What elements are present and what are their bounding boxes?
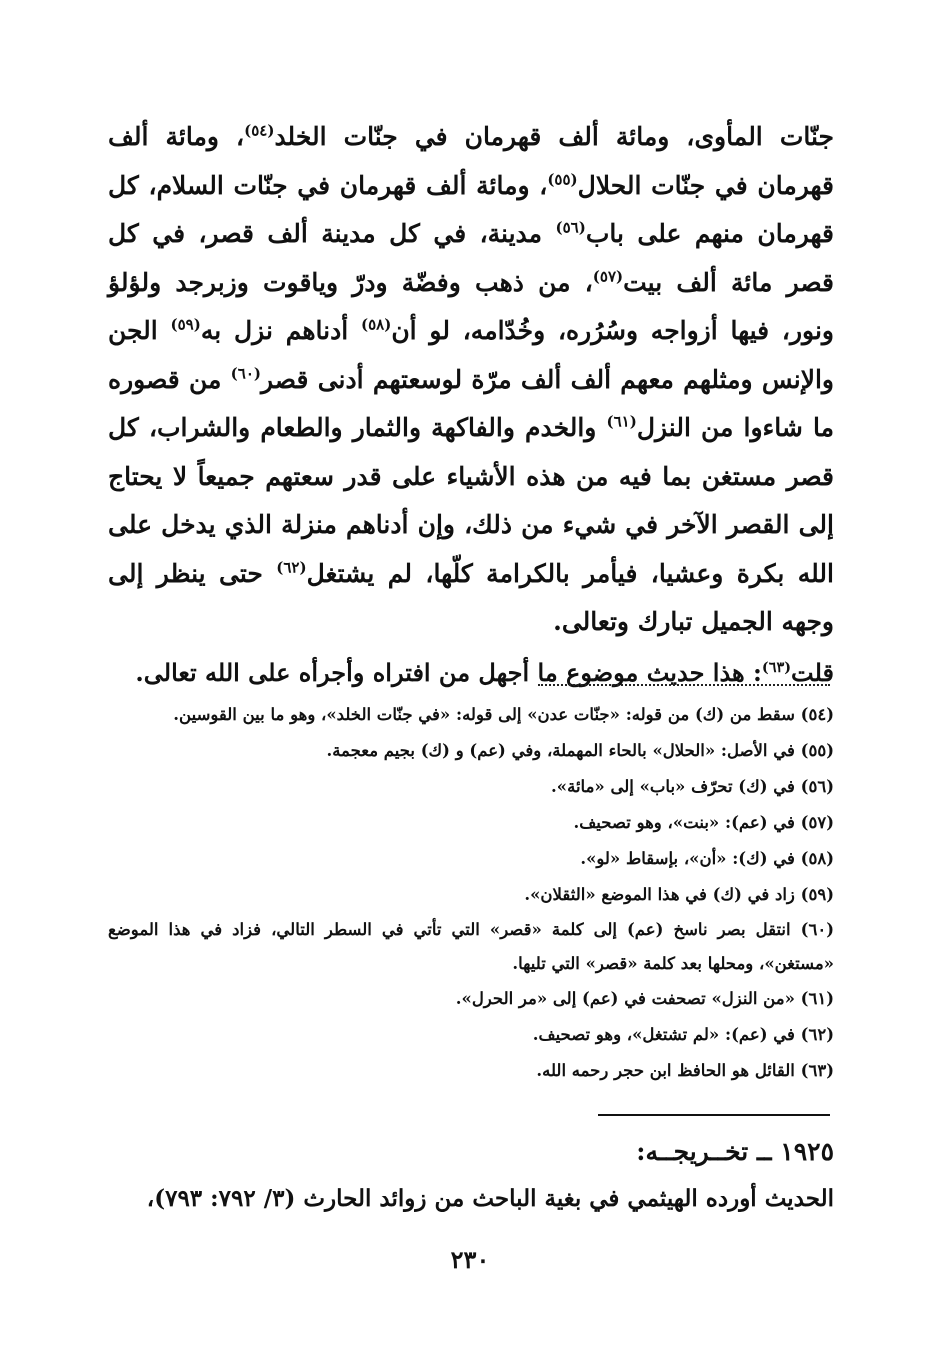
text-segment: ، ومائة ألف قهرمان في جنّات الحلال — [108, 122, 834, 200]
footnote-56: (٥٦) في (ك) تحرّف «باب» إلى «مائة». — [551, 777, 834, 796]
footnote-ref-62: (٦٢) — [276, 558, 307, 577]
takhrij-heading: ١٩٢٥ ــ تخــريجــه: — [636, 1137, 834, 1166]
author-comment-text: : هذا حديث موضوع ما أجهل من افتراه وأجرأه على الله تعالى. — [135, 657, 762, 687]
footnote-ref-55: (٥٥) — [547, 170, 578, 189]
footnote-59: (٥٩) زاد في (ك) في هذا الموضع «الثقلان». — [524, 885, 834, 904]
text-segment: مدينة، في كل مدينة ألف قصر، في كل قصر مائة ألف بيت — [108, 219, 834, 297]
footnote-ref-60: (٦٠) — [230, 364, 262, 383]
footnote-62: (٦٢) في (عم): «لم تشتغل»، وهو تصحيف. — [532, 1025, 834, 1044]
text-segment: والخدم والفاكهة والثمار والطعام والشراب، كل قصر مستغن بما فيه من هذه الأشياء على قدر سعتهم جميعاً لا يحتاج إلى القصر الآخر في شيء من ذلك، وإن أدناهم منزلة الذي يدخل على الله بكرة وعشيا، فيأمر بالكرامة كلّها، لم يشتغل — [108, 413, 834, 588]
text-segment: الجن والإنس ومثلهم معهم ألف ألف مرّة لوسعتهم أدنى قصر — [108, 316, 834, 394]
qult-word: قلت — [791, 657, 834, 687]
takhrij-text: الحديث أورده الهيثمي في بغية الباحث من زوائد الحارث (٣/ ٧٩٢: ٧٩٣)، — [146, 1185, 834, 1212]
footnote-separator-dotted — [538, 684, 830, 686]
page-number: ٢٣٠ — [450, 1245, 490, 1274]
footnote-ref-57: (٥٧) — [592, 267, 624, 286]
footnote-ref-59: (٥٩) — [170, 315, 201, 334]
section-separator-line — [598, 1114, 830, 1116]
text-segment: من قصوره ما شاءوا من النزل — [108, 364, 834, 442]
footnote-55: (٥٥) في الأصل: «الحلال» بالحاء المهملة، وفي (عم) و (ك) بجيم معجمة. — [326, 741, 834, 760]
footnote-ref-61: (٦١) — [606, 412, 637, 431]
footnote-63: (٦٣) القائل هو الحافظ ابن حجر رحمه الله. — [536, 1061, 834, 1080]
text-segment: أدناهم نزل به — [200, 316, 361, 345]
footnote-57: (٥٧) في (عم): «بنت»، وهو تصحيف. — [573, 813, 834, 832]
footnote-60: (٦٠) انتقل بصر ناسخ (عم) إلى كلمة «قصر» التي تأتي في السطر التالي، فزاد في هذا الموضع «مستغن»، ومحلها بعد كلمة «قصر» التي تليها. — [108, 920, 834, 973]
footnote-61: (٦١) «من النزل» تصحفت في (عم) إلى «مر الحرل». — [455, 989, 834, 1008]
footnote-58: (٥٨) في (ك): «أن»، بإسقاط «لو». — [580, 849, 834, 868]
footnotes-section — [108, 697, 834, 1089]
text-segment: ، من ذهب وفضّة ودرّ وياقوت وزبرجد ولؤلؤ ونور، فيها أزواجه وسُرُره، وخُدّامه، لو أن — [108, 267, 834, 345]
footnote-54: (٥٤) سقط من (ك) من قوله: «جنّات عدن» إلى قوله: «في جنّات الخلد»، وهو ما بين القوسين. — [173, 705, 834, 724]
author-comment-paragraph — [108, 649, 834, 698]
main-text-body — [108, 113, 834, 697]
footnote-ref-58: (٥٨) — [360, 315, 392, 334]
footnote-ref-54: (٥٤) — [244, 121, 275, 140]
text-segment: حتى ينظر إلى وجهه الجميل تبارك وتعالى. — [108, 558, 834, 636]
text-segment: ، ومائة ألف قهرمان في جنّات السلام، كل قهرمان منهم على باب — [108, 170, 835, 248]
text-segment: جنّات المأوى، ومائة ألف قهرمان في جنّات الخلد — [274, 122, 834, 151]
footnote-ref-63: (٦٣) — [761, 658, 792, 676]
footnote-ref-56: (٥٦) — [555, 218, 586, 237]
hadith-paragraph — [108, 113, 834, 647]
